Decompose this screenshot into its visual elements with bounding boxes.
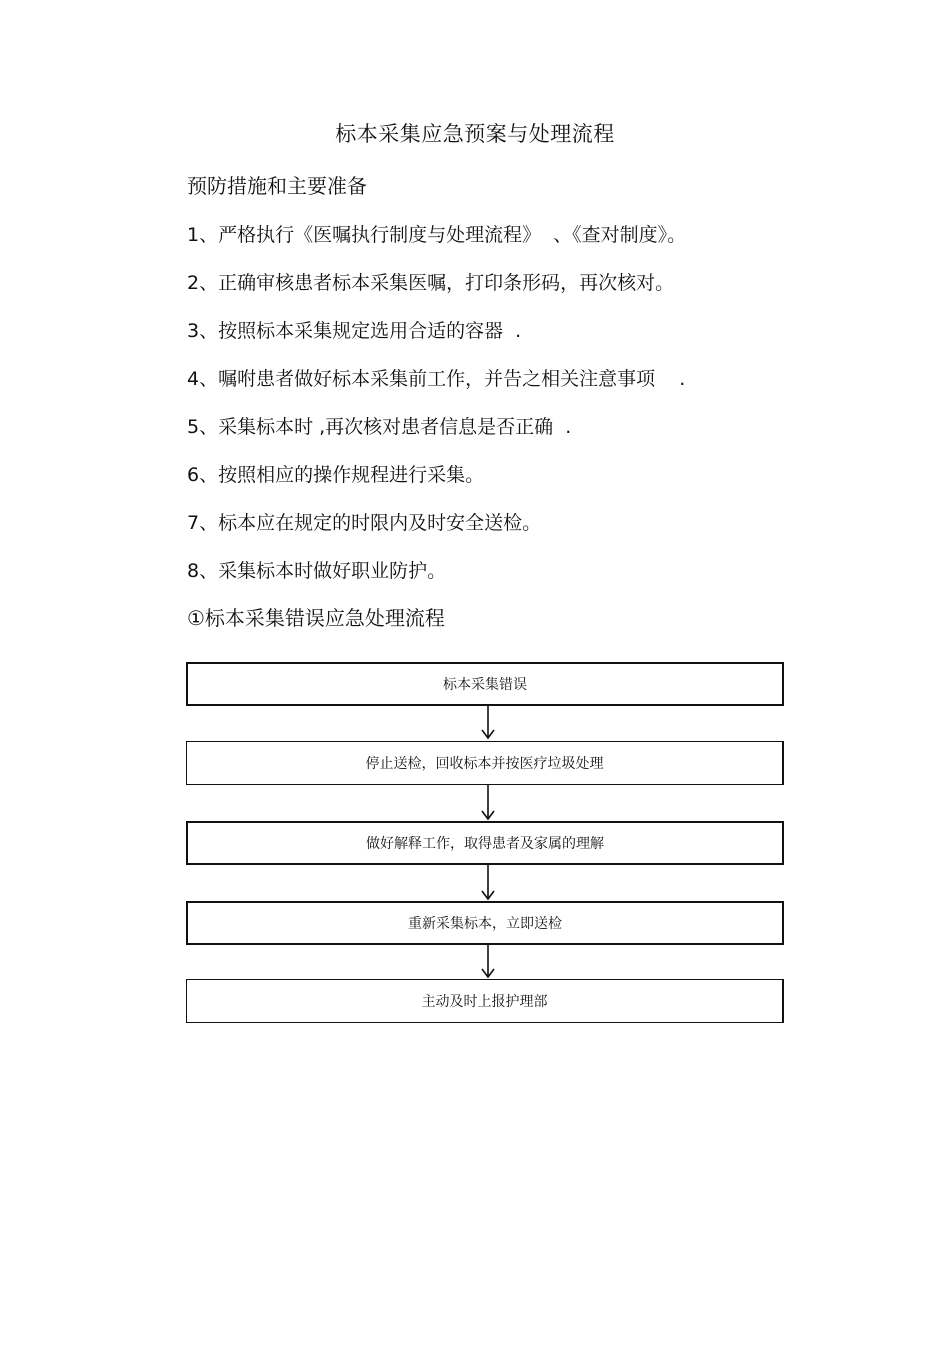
flow-step-2: 停止送检，回收标本并按医疗垃圾处理 bbox=[186, 741, 784, 785]
arrow-down-icon bbox=[478, 865, 498, 901]
flow-step-4: 重新采集标本，立即送检 bbox=[186, 901, 784, 945]
flow-step-3: 做好解释工作，取得患者及家属的理解 bbox=[186, 821, 784, 865]
measure-item-8: 8、采集标本时做好职业防护。 bbox=[187, 560, 447, 582]
arrow-down-icon bbox=[478, 706, 498, 740]
measure-item-3: 3、按照标本采集规定选用合适的容器 . bbox=[187, 320, 522, 342]
flow-step-5: 主动及时上报护理部 bbox=[186, 979, 784, 1023]
arrow-down-icon bbox=[478, 785, 498, 821]
page-title: 标本采集应急预案与处理流程 bbox=[335, 122, 615, 146]
measure-item-7: 7、标本应在规定的时限内及时安全送检。 bbox=[187, 512, 542, 534]
flow-step-1: 标本采集错误 bbox=[186, 662, 784, 706]
measure-item-6: 6、按照相应的操作规程进行采集。 bbox=[187, 464, 485, 486]
measure-item-4: 4、嘱咐患者做好标本采集前工作，并告之相关注意事项 . bbox=[187, 368, 686, 390]
section-subheading: 预防措施和主要准备 bbox=[187, 174, 367, 198]
measure-item-2: 2、正确审核患者标本采集医嘱，打印条形码，再次核对。 bbox=[187, 272, 675, 294]
flowchart-heading: ①标本采集错误应急处理流程 bbox=[187, 606, 445, 630]
arrow-down-icon bbox=[478, 945, 498, 979]
measure-item-1: 1、严格执行《医嘱执行制度与处理流程》 、《查对制度》。 bbox=[187, 224, 687, 246]
measure-item-5: 5、采集标本时 ,再次核对患者信息是否正确 . bbox=[187, 416, 572, 438]
